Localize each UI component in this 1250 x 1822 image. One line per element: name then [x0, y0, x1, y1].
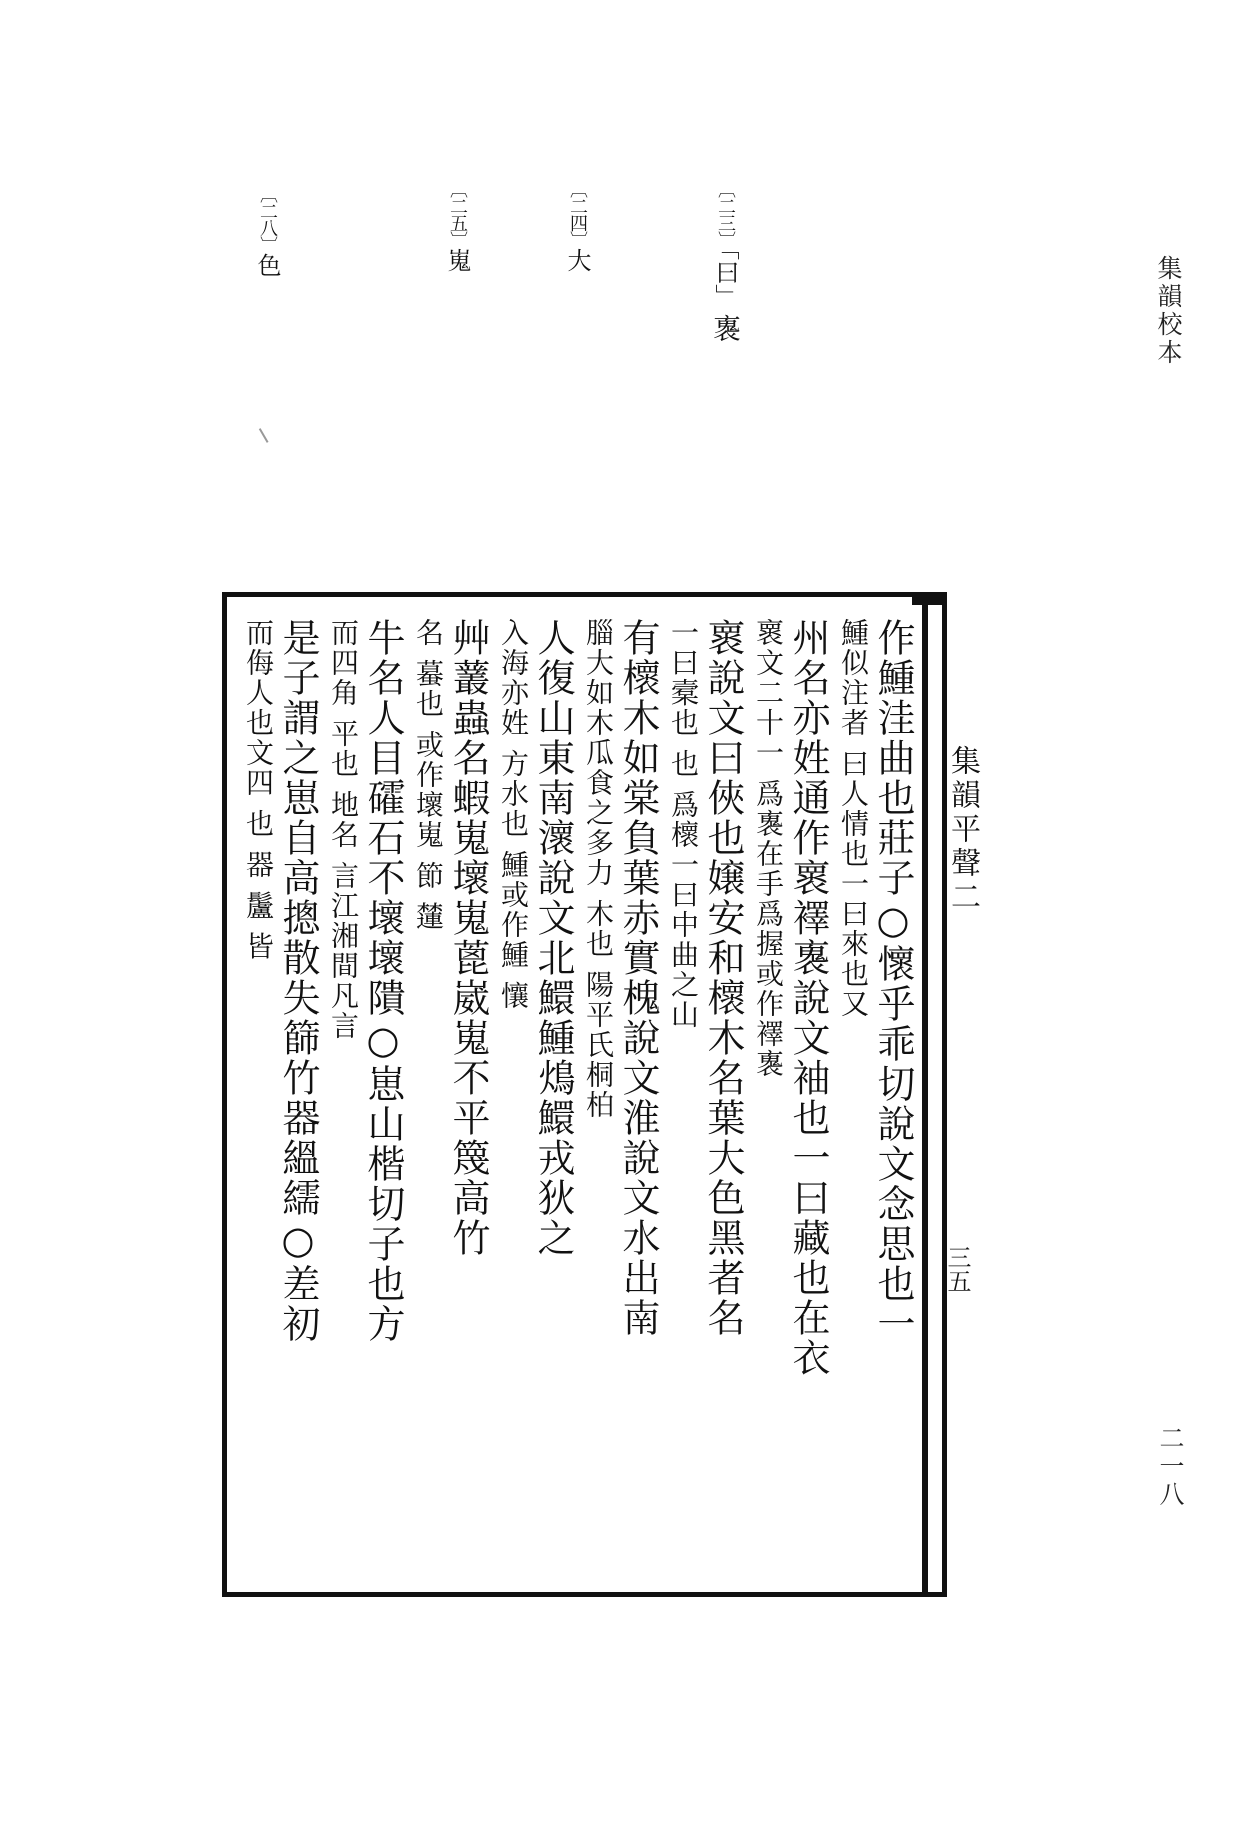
text-column-15: 是子謂之崽自高摠散失篩竹器縕繻○差初 — [276, 618, 320, 1344]
margin-leaf: 三五 — [943, 1245, 971, 1293]
text-column-8: 䐉大如木瓜食之多力 木也 陽平氏桐柏 — [582, 618, 615, 1120]
note-tag: 〔二八〕 — [257, 185, 278, 253]
note-tag: 〔二四〕 — [567, 180, 588, 248]
text-column-12: 名 蟇也 或作壞嵬 節 㰈 — [412, 618, 445, 932]
margin-title: 集韻平聲二 — [945, 745, 980, 915]
collation-note-25 — [440, 180, 475, 272]
text-column-16: 而侮人也文四 也 器 䰕 皆 — [242, 618, 275, 962]
collation-note-28 — [250, 185, 285, 277]
collation-note-24 — [560, 180, 595, 272]
panel-rule — [922, 600, 928, 1595]
running-header: 集韻校本 — [1154, 255, 1183, 367]
text-column-13: 牛名人目礭石不壞壞隤○崽山楷切子也方 — [361, 618, 405, 1344]
note-text: 大 — [563, 248, 591, 272]
note-text: 色 — [253, 253, 281, 277]
note-text: 嵬 — [443, 248, 471, 272]
collation-note-23 — [705, 180, 745, 342]
text-column-7: 有櫰木如棠負葉赤實槐說文淮說文水出南 — [616, 618, 660, 1338]
note-tag: 〔二五〕 — [447, 180, 468, 248]
text-column-5: 褱說文曰俠也嬢安和櫰木名葉大色黑者名 — [701, 618, 745, 1338]
text-column-6: 一曰槖也 也 爲櫰一曰中曲之山 — [667, 618, 700, 1030]
text-column-1: 作䱰洼曲也莊子○懷乎乖切說文念思也一 — [871, 618, 915, 1344]
note-text: 「曰」 — [711, 248, 739, 308]
text-column-9: 人復山東南瀤說文北鱞䱰䲴鱞戎狄之 — [531, 618, 575, 1258]
text-column-11: 艸䕺蟲名蝦嵬壞嵬蓖崴嵬不平篾高竹 — [446, 618, 490, 1258]
text-column-3: 州名亦姓通作褱襗褢說文袖也一曰藏也在衣 — [786, 618, 830, 1378]
text-column-4: 褱文二十一 爲褢在手爲握或作襗褢 — [752, 618, 785, 1079]
stray-mark — [259, 423, 277, 443]
text-column-14: 而四角 平也 地名 言江湘間凡言 — [327, 618, 360, 1041]
page-number: 二一八 — [1156, 1425, 1185, 1509]
note-word: 褢 — [709, 314, 742, 342]
text-column-2: 䱰似注者 曰人情也一曰來也又 — [837, 618, 870, 1019]
note-tag: 〔二三〕 — [715, 180, 736, 248]
text-column-10: 入海亦姓 方水也 䱰或作䱰 懹 — [497, 618, 530, 1011]
